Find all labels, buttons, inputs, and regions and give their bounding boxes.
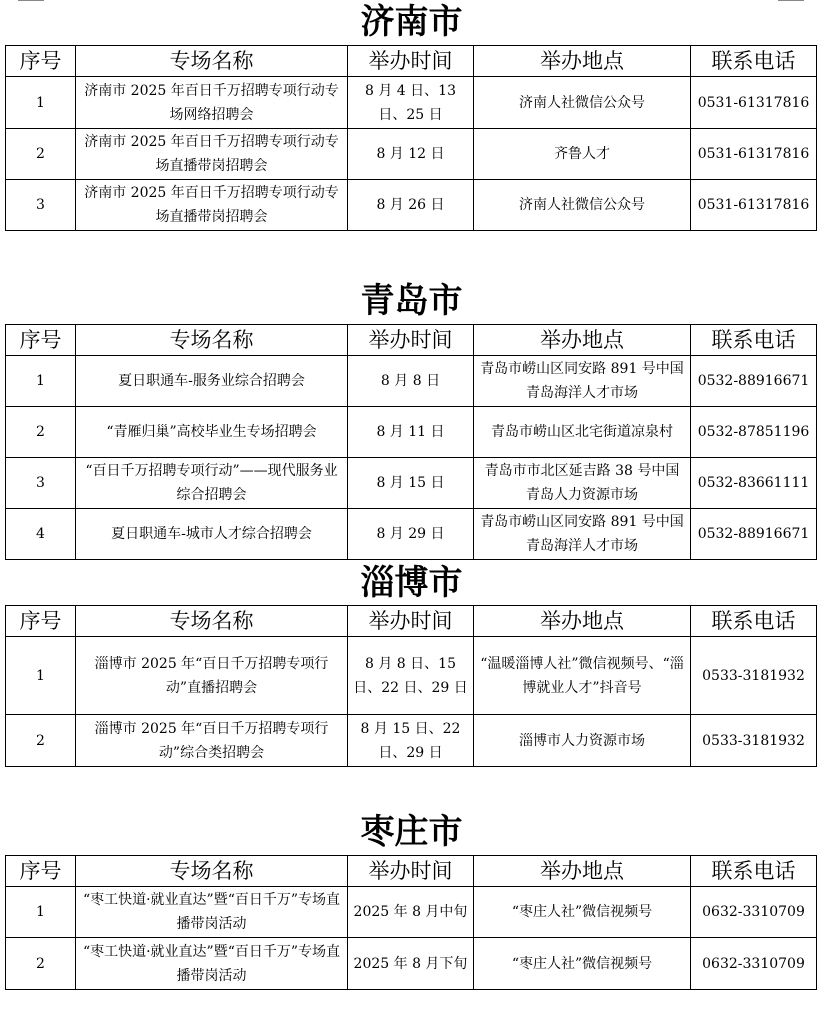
header-no: 序号 — [6, 46, 76, 77]
table-header-row — [6, 325, 817, 356]
row-phone: 0532-88916671 — [691, 356, 817, 407]
city-title-zaozhuang: 枣庄市 — [360, 812, 463, 852]
header-place: 举办地点 — [474, 325, 691, 356]
row-no: 1 — [6, 887, 76, 938]
table-row — [6, 887, 817, 938]
row-time: 8 月 15 日 — [348, 458, 474, 509]
row-place: 青岛市崂山区同安路 891 号中国青岛海洋人才市场 — [474, 509, 691, 560]
row-place: 齐鲁人才 — [474, 129, 691, 180]
header-place: 举办地点 — [474, 46, 691, 77]
row-no: 1 — [6, 77, 76, 129]
table-header-row — [6, 46, 817, 77]
row-place: 青岛市市北区延吉路 38 号中国青岛人力资源市场 — [474, 458, 691, 509]
row-time: 2025 年 8 月中旬 — [348, 887, 474, 938]
row-phone: 0532-88916671 — [691, 509, 817, 560]
schedule-table-zaozhuang — [5, 855, 817, 990]
table-row — [6, 938, 817, 990]
header-title: 专场名称 — [76, 46, 348, 77]
row-time: 8 月 26 日 — [348, 180, 474, 231]
row-title: 夏日职通车-服务业综合招聘会 — [76, 356, 348, 407]
row-title: 淄博市 2025 年“百日千万招聘专项行动”综合类招聘会 — [76, 715, 348, 767]
row-phone: 0533-3181932 — [691, 637, 817, 715]
header-phone: 联系电话 — [691, 856, 817, 887]
header-no: 序号 — [6, 856, 76, 887]
row-no: 2 — [6, 938, 76, 990]
row-no: 2 — [6, 407, 76, 458]
row-place: 济南人社微信公众号 — [474, 77, 691, 129]
header-phone: 联系电话 — [691, 46, 817, 77]
row-place: “枣庄人社”微信视频号 — [474, 887, 691, 938]
row-time: 8 月 11 日 — [348, 407, 474, 458]
header-title: 专场名称 — [76, 856, 348, 887]
row-title: 淄博市 2025 年“百日千万招聘专项行动”直播招聘会 — [76, 637, 348, 715]
row-phone: 0531-61317816 — [691, 180, 817, 231]
table-row — [6, 407, 817, 458]
row-phone: 0632-3310709 — [691, 887, 817, 938]
row-no: 4 — [6, 509, 76, 560]
table-row — [6, 129, 817, 180]
city-title-jinan: 济南市 — [360, 2, 463, 42]
row-title: “百日千万招聘专项行动”——现代服务业综合招聘会 — [76, 458, 348, 509]
schedule-table-qingdao — [5, 324, 817, 560]
row-phone: 0532-83661111 — [691, 458, 817, 509]
header-place: 举办地点 — [474, 606, 691, 637]
row-phone: 0531-61317816 — [691, 129, 817, 180]
header-phone: 联系电话 — [691, 325, 817, 356]
row-phone: 0533-3181932 — [691, 715, 817, 767]
table-header-row — [6, 856, 817, 887]
schedule-table-jinan — [5, 45, 817, 231]
row-time: 8 月 8 日 — [348, 356, 474, 407]
row-time: 2025 年 8 月下旬 — [348, 938, 474, 990]
header-time: 举办时间 — [348, 606, 474, 637]
header-title: 专场名称 — [76, 606, 348, 637]
row-time: 8 月 12 日 — [348, 129, 474, 180]
top-rule-left — [18, 0, 44, 1]
header-place: 举办地点 — [474, 856, 691, 887]
top-rule-right — [778, 0, 804, 1]
row-place: 淄博市人力资源市场 — [474, 715, 691, 767]
table-row — [6, 509, 817, 560]
row-phone: 0632-3310709 — [691, 938, 817, 990]
row-no: 2 — [6, 715, 76, 767]
row-time: 8 月 8 日、15 日、22 日、29 日 — [348, 637, 474, 715]
row-phone: 0532-87851196 — [691, 407, 817, 458]
row-no: 1 — [6, 356, 76, 407]
table-header-row — [6, 606, 817, 637]
table-row — [6, 637, 817, 715]
row-title: “枣工快道·就业直达”暨“百日千万”专场直播带岗活动 — [76, 887, 348, 938]
row-place: 青岛市崂山区同安路 891 号中国青岛海洋人才市场 — [474, 356, 691, 407]
city-title-zibo: 淄博市 — [360, 563, 463, 603]
row-no: 3 — [6, 180, 76, 231]
table-row — [6, 458, 817, 509]
row-title: “青雁归巢”高校毕业生专场招聘会 — [76, 407, 348, 458]
row-time: 8 月 15 日、22 日、29 日 — [348, 715, 474, 767]
table-row — [6, 77, 817, 129]
row-phone: 0531-61317816 — [691, 77, 817, 129]
header-title: 专场名称 — [76, 325, 348, 356]
row-place: 济南人社微信公众号 — [474, 180, 691, 231]
row-title: 夏日职通车-城市人才综合招聘会 — [76, 509, 348, 560]
schedule-table-zibo — [5, 605, 817, 767]
row-no: 1 — [6, 637, 76, 715]
header-no: 序号 — [6, 325, 76, 356]
header-no: 序号 — [6, 606, 76, 637]
table-row — [6, 715, 817, 767]
row-title: “枣工快道·就业直达”暨“百日千万”专场直播带岗活动 — [76, 938, 348, 990]
row-no: 3 — [6, 458, 76, 509]
row-place: “温暖淄博人社”微信视频号、“淄博就业人才”抖音号 — [474, 637, 691, 715]
row-title: 济南市 2025 年百日千万招聘专项行动专场网络招聘会 — [76, 77, 348, 129]
header-time: 举办时间 — [348, 46, 474, 77]
row-no: 2 — [6, 129, 76, 180]
header-time: 举办时间 — [348, 325, 474, 356]
table-row — [6, 180, 817, 231]
row-title: 济南市 2025 年百日千万招聘专项行动专场直播带岗招聘会 — [76, 129, 348, 180]
row-place: 青岛市崂山区北宅街道凉泉村 — [474, 407, 691, 458]
header-time: 举办时间 — [348, 856, 474, 887]
row-time: 8 月 4 日、13 日、25 日 — [348, 77, 474, 129]
city-title-qingdao: 青岛市 — [360, 281, 463, 321]
table-row — [6, 356, 817, 407]
header-phone: 联系电话 — [691, 606, 817, 637]
row-title: 济南市 2025 年百日千万招聘专项行动专场直播带岗招聘会 — [76, 180, 348, 231]
row-place: “枣庄人社”微信视频号 — [474, 938, 691, 990]
row-time: 8 月 29 日 — [348, 509, 474, 560]
